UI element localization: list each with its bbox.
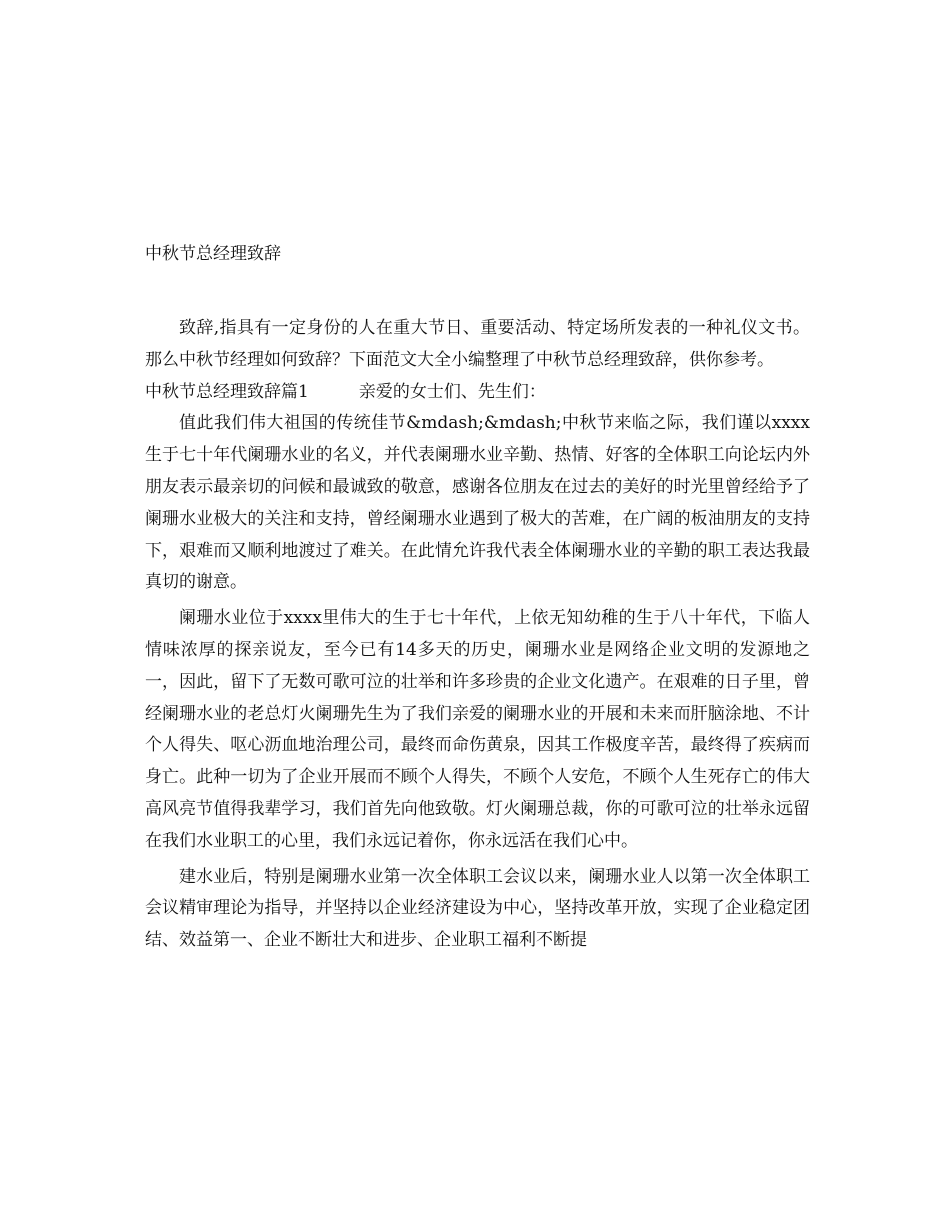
intro-paragraph: 致辞,指具有一定身份的人在重大节日、重要活动、特定场所发表的一种礼仪文书。那么中秋节经理如何致辞？下面范文大全小编整理了中秋节总经理致辞，供你参考。: [145, 318, 810, 370]
body-paragraph-1: 值此我们伟大祖国的传统佳节&mdash;&mdash;中秋节来临之际，我们谨以xxxx生于七十年代阑珊水业的名义，并代表阑珊水业辛勤、热情、好客的全体职工向论坛内外朋友表示最亲切的问候和最诚致的敬意，感谢各位朋友在过去的美好的时光里曾经给予了阑珊水业极大的关注和支持，曾经阑珊水业遇到了极大的苦难，在广阔的板油朋友的支持下，艰难而又顺利地渡过了难关。在此情允许我代表全体阑珊水业的辛勤的职工表达我最真切的谢意。: [145, 413, 810, 593]
body-paragraph-3: 建水业后，特别是阑珊水业第一次全体职工会议以来，阑珊水业人以第一次全体职工会议精审理论为指导，并坚持以企业经济建设为中心，坚持改革开放，实现了企业稳定团结、效益第一、企业不断壮大和进步、企业职工福利不断提: [145, 866, 810, 951]
section-heading-line: [145, 377, 810, 409]
body-paragraph-2: 阑珊水业位于xxxx里伟大的生于七十年代，上依无知幼稚的生于八十年代，下临人情味浓厚的探亲说友，至今已有14多天的历史，阑珊水业是网络企业文明的发源地之一，因此，留下了无数可歌可泣的壮举和许多珍贵的企业文化遗产。在艰难的日子里，曾经阑珊水业的老总灯火阑珊先生为了我们亲爱的阑珊水业的开展和未来而肝脑涂地、不计个人得失、呕心沥血地治理公司，最终而命伤黄泉，因其工作极度辛苦，最终得了疾病而身亡。此种一切为了企业开展而不顾个人得失，不顾个人安危，不顾个人生死存亡的伟大高风亮节值得我辈学习，我们首先向他致敬。灯火阑珊总裁，你的可歌可泣的壮举永远留在我们水业职工的心里，我们永远记着你，你永远活在我们心中。: [145, 608, 810, 851]
section-heading: 中秋节总经理致辞篇1: [145, 381, 309, 402]
salutation: 亲爱的女士们、先生们：: [358, 381, 546, 402]
document-body: [145, 313, 810, 957]
document-title: 中秋节总经理致辞: [145, 244, 281, 264]
